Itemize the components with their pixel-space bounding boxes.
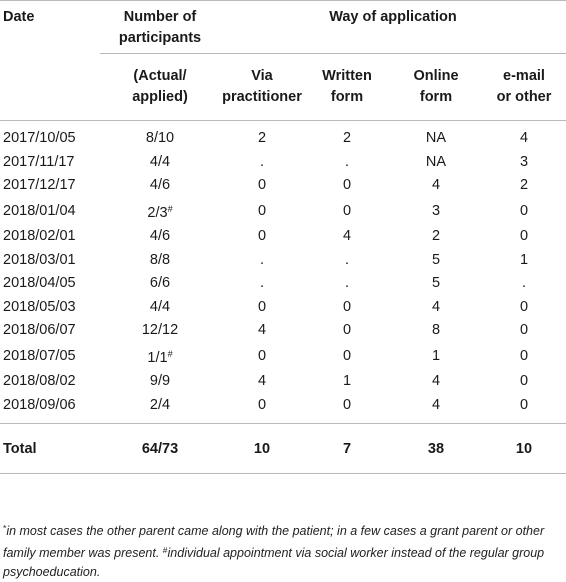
row-written xyxy=(304,249,390,273)
row-email-value: 0 xyxy=(519,396,529,413)
table-row xyxy=(0,121,566,151)
row-date-value: 2017/12/17 xyxy=(3,177,76,193)
row-online-value: 4 xyxy=(431,298,441,315)
row-via-value: 4 xyxy=(257,373,267,389)
row-email-value: 0 xyxy=(519,228,529,244)
row-written xyxy=(304,174,390,198)
row-date-value: 2017/10/05 xyxy=(3,130,76,146)
row-online-value: 4 xyxy=(431,396,441,413)
row-email-value: 1 xyxy=(519,251,529,268)
row-online-value: 3 xyxy=(431,202,441,219)
row-participants xyxy=(100,394,220,424)
row-participants xyxy=(100,319,220,343)
row-via-value: 0 xyxy=(257,202,267,219)
row-participants xyxy=(100,151,220,175)
row-via xyxy=(220,319,304,343)
row-via-value: . xyxy=(259,251,265,268)
row-date xyxy=(0,121,100,151)
row-via xyxy=(220,296,304,320)
row-written-value: . xyxy=(344,153,350,170)
header-online-line1: Online xyxy=(413,68,459,84)
row-via-value: 4 xyxy=(257,322,267,338)
row-online-value: 1 xyxy=(431,347,441,364)
row-written xyxy=(304,296,390,320)
table-footnote xyxy=(3,519,559,582)
row-email xyxy=(482,198,566,226)
row-written-value: 0 xyxy=(342,202,352,219)
header-participants-line2: participants xyxy=(118,30,202,46)
table-row xyxy=(0,174,566,198)
row-participants-value: 2/3 xyxy=(147,204,168,221)
header-email-other xyxy=(482,54,566,121)
header-written-form xyxy=(304,54,390,121)
total-row xyxy=(0,424,566,474)
row-email-value: 2 xyxy=(519,177,529,193)
row-via-value: 0 xyxy=(257,298,267,315)
header-participants-line1: Number of xyxy=(123,9,197,25)
table-row xyxy=(0,370,566,394)
header-way-of-application: Way of application xyxy=(329,9,457,25)
header-via-practitioner xyxy=(220,54,304,121)
row-date-value: 2018/09/06 xyxy=(3,396,76,413)
table-row xyxy=(0,225,566,249)
row-email xyxy=(482,296,566,320)
header-via-line2: practitioner xyxy=(222,89,302,105)
total-written: 7 xyxy=(304,424,390,474)
header-written-line2: form xyxy=(330,89,364,105)
header-participants xyxy=(100,1,220,54)
footnote-text-2: individual appointment via social worker instead of the regular group psychoeducation. xyxy=(3,546,545,579)
footnote-marker: # xyxy=(167,348,173,359)
row-online xyxy=(390,121,482,151)
table-row xyxy=(0,319,566,343)
row-online-value: NA xyxy=(425,153,447,170)
row-online xyxy=(390,319,482,343)
row-date xyxy=(0,151,100,175)
row-participants-value: 6/6 xyxy=(149,275,171,291)
row-written xyxy=(304,272,390,296)
row-written xyxy=(304,343,390,371)
row-written xyxy=(304,394,390,424)
row-via xyxy=(220,225,304,249)
header-participants-sub-line1: (Actual/ xyxy=(133,68,187,84)
row-written xyxy=(304,121,390,151)
row-email xyxy=(482,121,566,151)
row-via xyxy=(220,272,304,296)
row-online xyxy=(390,151,482,175)
row-date xyxy=(0,225,100,249)
header-date: Date xyxy=(3,9,35,25)
row-date-value: 2018/01/04 xyxy=(3,202,76,219)
row-written xyxy=(304,198,390,226)
row-participants-value: 2/4 xyxy=(149,396,171,413)
row-date-value: 2018/02/01 xyxy=(3,228,76,244)
row-via xyxy=(220,174,304,198)
table-row xyxy=(0,394,566,424)
row-date xyxy=(0,319,100,343)
row-participants xyxy=(100,174,220,198)
row-email-value: 0 xyxy=(519,202,529,219)
row-date-value: 2017/11/17 xyxy=(3,153,75,170)
table-row xyxy=(0,151,566,175)
row-email xyxy=(482,319,566,343)
row-email xyxy=(482,174,566,198)
row-written-value: 0 xyxy=(342,322,352,338)
row-online-value: NA xyxy=(425,130,447,146)
footnote-marker: # xyxy=(167,203,173,214)
row-email xyxy=(482,394,566,424)
header-via-line1: Via xyxy=(251,68,273,84)
row-participants-value: 4/4 xyxy=(149,153,171,170)
row-written xyxy=(304,370,390,394)
row-written-value: 0 xyxy=(342,347,352,364)
row-email-value: 0 xyxy=(519,298,529,315)
row-written-value: . xyxy=(344,275,350,291)
total-participants: 64/73 xyxy=(100,424,220,474)
row-email xyxy=(482,343,566,371)
header-blank xyxy=(0,54,100,121)
row-online xyxy=(390,198,482,226)
footnote-mark-hash: # xyxy=(162,545,168,555)
footnote-mark-asterisk: * xyxy=(3,523,7,533)
row-participants-value: 8/10 xyxy=(145,130,175,146)
header-online-form xyxy=(390,54,482,121)
total-online: 38 xyxy=(390,424,482,474)
row-online xyxy=(390,249,482,273)
row-email-value: 4 xyxy=(519,130,529,146)
row-via-value: . xyxy=(259,153,265,170)
row-via xyxy=(220,198,304,226)
row-participants xyxy=(100,370,220,394)
row-written xyxy=(304,151,390,175)
row-online xyxy=(390,370,482,394)
table-row xyxy=(0,249,566,273)
table-row xyxy=(0,198,566,226)
row-email-value: 0 xyxy=(519,322,529,338)
row-online xyxy=(390,394,482,424)
row-written-value: . xyxy=(344,251,350,268)
row-written xyxy=(304,225,390,249)
row-participants xyxy=(100,225,220,249)
row-email xyxy=(482,370,566,394)
row-written-value: 4 xyxy=(342,228,352,244)
header-row-2 xyxy=(0,54,566,121)
row-via xyxy=(220,151,304,175)
row-online xyxy=(390,174,482,198)
row-date xyxy=(0,174,100,198)
row-written xyxy=(304,319,390,343)
row-participants-value: 4/6 xyxy=(149,228,171,244)
row-date xyxy=(0,394,100,424)
row-participants xyxy=(100,121,220,151)
row-email xyxy=(482,249,566,273)
row-date-value: 2018/08/02 xyxy=(3,373,76,389)
row-via xyxy=(220,249,304,273)
row-via xyxy=(220,370,304,394)
row-online-value: 8 xyxy=(431,322,441,338)
row-date xyxy=(0,272,100,296)
row-email-value: 3 xyxy=(519,153,529,170)
header-participants-sub xyxy=(100,54,220,121)
row-participants-value: 8/8 xyxy=(149,251,171,268)
row-email xyxy=(482,225,566,249)
row-participants-value: 12/12 xyxy=(141,322,179,338)
row-via-value: 0 xyxy=(257,228,267,244)
table-row xyxy=(0,272,566,296)
row-written-value: 0 xyxy=(342,298,352,315)
row-via-value: 0 xyxy=(257,177,267,193)
header-written-line1: Written xyxy=(322,68,372,84)
row-participants xyxy=(100,272,220,296)
row-written-value: 2 xyxy=(342,130,352,146)
row-online-value: 2 xyxy=(431,228,441,244)
row-online xyxy=(390,272,482,296)
footnote-text-1: in most cases the other parent came along with the patient; in a few cases a grant parent or other family member was present. xyxy=(3,524,545,560)
header-row-1 xyxy=(0,1,566,54)
table-row xyxy=(0,296,566,320)
row-participants-value: 9/9 xyxy=(149,373,171,389)
row-date xyxy=(0,249,100,273)
row-participants-value: 4/6 xyxy=(149,177,171,193)
row-via-value: 2 xyxy=(257,130,267,146)
row-written-value: 0 xyxy=(342,177,352,193)
row-online-value: 5 xyxy=(431,275,441,291)
row-date xyxy=(0,370,100,394)
total-via: 10 xyxy=(220,424,304,474)
total-email: 10 xyxy=(482,424,566,474)
row-date-value: 2018/03/01 xyxy=(3,251,76,268)
row-via xyxy=(220,121,304,151)
row-participants xyxy=(100,198,220,226)
row-participants xyxy=(100,296,220,320)
row-email-value: . xyxy=(521,275,527,291)
row-email xyxy=(482,272,566,296)
row-email-value: 0 xyxy=(519,373,529,389)
total-label: Total xyxy=(0,424,100,474)
row-via xyxy=(220,343,304,371)
row-date-value: 2018/06/07 xyxy=(3,322,76,338)
row-participants xyxy=(100,249,220,273)
row-written-value: 1 xyxy=(342,373,352,389)
header-email-line2: or other xyxy=(496,89,552,105)
table-body xyxy=(0,121,566,424)
row-via-value: 0 xyxy=(257,396,267,413)
row-online-value: 5 xyxy=(431,251,441,268)
header-participants-sub-line2: applied) xyxy=(132,89,188,105)
row-online-value: 4 xyxy=(431,177,441,193)
row-via-value: 0 xyxy=(257,347,267,364)
row-date xyxy=(0,343,100,371)
row-online xyxy=(390,296,482,320)
row-via-value: . xyxy=(259,275,265,291)
header-email-line1: e-mail xyxy=(503,68,545,84)
row-date-value: 2018/04/05 xyxy=(3,275,76,291)
header-online-line2: form xyxy=(419,89,453,105)
row-written-value: 0 xyxy=(342,396,352,413)
row-email xyxy=(482,151,566,175)
row-participants xyxy=(100,343,220,371)
row-participants-value: 4/4 xyxy=(149,298,171,315)
row-email-value: 0 xyxy=(519,347,529,364)
row-date-value: 2018/07/05 xyxy=(3,347,76,364)
row-date xyxy=(0,296,100,320)
row-date-value: 2018/05/03 xyxy=(3,298,76,315)
table-row xyxy=(0,343,566,371)
row-online xyxy=(390,343,482,371)
row-online-value: 4 xyxy=(431,373,441,389)
row-via xyxy=(220,394,304,424)
row-date xyxy=(0,198,100,226)
row-online xyxy=(390,225,482,249)
row-participants-value: 1/1 xyxy=(147,349,168,366)
